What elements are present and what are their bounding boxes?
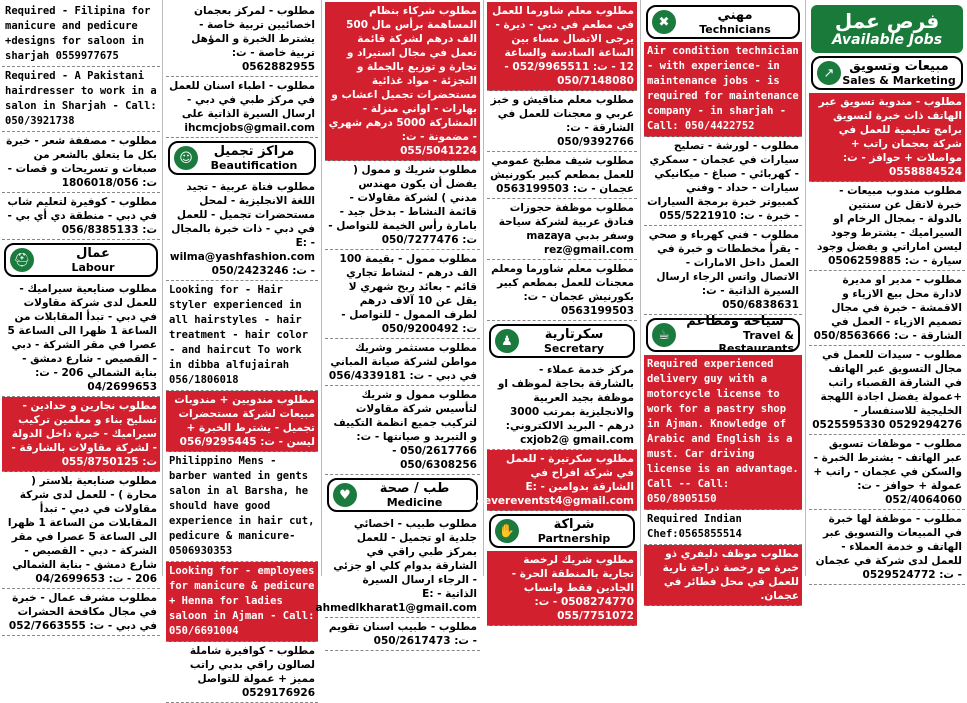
- section-title-ar: طب / صحة: [379, 480, 450, 496]
- section-title-en: Medicine: [386, 495, 443, 509]
- classified-ad: Required Indian Chef:0565855514: [644, 510, 802, 545]
- classified-ad: مطلوب - لورشة - تصليح سيارات في عجمان - سمكري - كهربائي - صباغ - ميكانيكي سيارات - حداد - وفني كمبيوتر خبرة برمجة السيارات - خبرة - ت: 055/5221910: [644, 137, 802, 226]
- classified-ad: مطلوب مستثمر وشريك مواطن لشركة صيانة المباني في دبي - ت: 056/4339181: [325, 339, 480, 386]
- classified-ad: مطلوب صنايعية سيراميك - للعمل لدى شركة مقاولات في دبي - تبدأ المقابلات من الساعة 1 ظهرا الى الساعة 5 عصرا في مقر الشركة - دبي - القصيص - شارع دمشق - بناية الشمالي 206 - ت: 04/2699653: [2, 280, 160, 397]
- classified-ad: مطلوب سكرتيرة - للعمل في شركة افراح في الشارقة بدوامين - E: 4evereventst4@gmail.com: [487, 450, 637, 511]
- section-header: [646, 5, 800, 39]
- section-title-en: Beautification: [210, 158, 298, 172]
- classified-ad: مطلوب - اطباء اسنان للعمل في مركز طبي في دبي - ارسال السيرة الذاتية على ihcmcjobs@gmail.com: [166, 77, 318, 138]
- column-3: [476, 2, 637, 622]
- classified-ad: Looking for - employees for manicure & pedicure + Henna for ladies saloon in Ajman - Call: 050/6691004: [166, 562, 318, 642]
- classified-ad: مطلوب - كوافيرة شاملة لصالون راقي بدبي راتب مميز + عمولة للتواصل 0529176926: [166, 642, 318, 703]
- section-title-ar: مراكز تجميل: [213, 143, 295, 159]
- classified-ad: مطلوب طبيب - اخصائي جلدية او تجميل - للعمل بمركز طبي راقي في الشارقة بدوام كلي او جزئي - الرجاء ارسال السيرة الذاتية - E: ahmedlkharat1@gmail.com: [325, 515, 480, 618]
- classified-ad: مطلوب شركاء بنظام المساهمة برأس مال 500 الف درهم لشركة قائمة تعمل في مجال استيراد و تجارة و توزيع بالجملة و التجزئة - مواد غذائية مستحضرات تجميل اعشاب و بهارات - اواني منزلة - المشاركة 5000 درهم شهري - مضمونة - ت: 055/5041224: [325, 2, 480, 161]
- section-title-ar: سكرتارية: [544, 326, 604, 342]
- classified-ad: مطلوب معلم شاورما للعمل في مطعم في دبي - ديرة - يرجى الاتصال مساء بين الساعة السادسة والساعة 12 - ت: 052/9965511 - 050/7148080: [487, 2, 637, 91]
- wrench-icon: ✖: [652, 10, 676, 34]
- brand-title-en: Available Jobs: [831, 32, 943, 48]
- classified-ad: مطلوب نجارين و حدادين - تسليح بناء و معلمين تركيب سيراميك - خبرة داخل الدولة - لشركة مقاولات بالشارقة - ت: 055/8750125: [2, 397, 160, 472]
- section-header: [489, 514, 635, 548]
- section-brand-banner: [811, 5, 963, 53]
- classified-ad: مطلوب مندوبين + مندوبات مبيعات لشركة مستحضرات تجميل - يشترط الخبرة + ليسن - ت: 056/9295445: [166, 391, 318, 452]
- section-header: [168, 141, 316, 175]
- face-icon: ☺: [174, 146, 198, 170]
- classified-ad: Air condition technician - with experience- in maintenance jobs - is required for maintenance company - in sharjah - Call: 050/4422752: [644, 42, 802, 137]
- column-4: [315, 2, 480, 647]
- classified-ad: مطلوب - لمركز بعجمان اخصائيين تربية خاصة - يشترط الخبرة و المؤهل تربية خاصة - ت: 0562882955: [166, 2, 318, 77]
- section-title-en: Labour: [71, 260, 115, 274]
- classified-ad: مطلوب - موظفات تسويق عبر الهاتف - يشترط الخبرة - والسكن في عجمان - راتب + عمولة + حوافز - ت: 052/4064060: [809, 435, 965, 510]
- section-title-en: Technicians: [699, 22, 771, 36]
- section-title-ar: سياحة ومطاعم: [686, 314, 784, 329]
- classified-ad: Looking for - Hair styler experienced in all hairstyles - hair treatment - hair color - and haircut To work in dibba alfujairah 056/1806018: [166, 281, 318, 391]
- classified-ad: Philippino Mens - barber wanted in gents salon in al Barsha, he should have good experience in hair cut, pedicure & manicure- 0506930353: [166, 452, 318, 562]
- classified-ad: مطلوب موظف دليفري ذو خبرة مع رخصة دراجة نارية للعمل في محل فطائر في عجمان.: [644, 545, 802, 606]
- classified-ad: مطلوب ممول و شريك لتأسيس شركة مقاولات لتركيب جميع انظمة التكييف و التبريد و صيانتها - ت: 050/2617766 - 050/6308256: [325, 386, 480, 475]
- column-1: [809, 2, 965, 581]
- classified-ad: مطلوب - مدير او مديرة لادارة محل بيع الازياء و الاقمشة - خبرة في مجال تصميم الازياء - العمل في الشارقة - ت: 050/8563666: [809, 271, 965, 346]
- helmet-icon: ⛑: [10, 248, 34, 272]
- classified-ad: مطلوب - كوفيرة لتعليم شاب في دبي - منطقة دي أي بي - ت: 056/8385133: [2, 193, 160, 240]
- classified-ad: مطلوب - طبيب اسنان تقويم - ت: 050/2617473: [325, 618, 480, 651]
- brand-title-ar: فرص عمل: [834, 9, 940, 33]
- section-header: [4, 243, 158, 277]
- cup-icon: ☕: [652, 323, 676, 347]
- section-header: [489, 324, 635, 358]
- classified-ad: Required - Filipina for manicure and pedicure +designs for saloon in sharjah 0559977675: [2, 2, 160, 67]
- section-header: [327, 478, 478, 512]
- handshake-icon: ✋: [495, 519, 519, 543]
- classified-ad: مركز خدمة عملاء - بالشارقة بحاجة لموظف او موظفة بجيد العربية والانجليزية بمرتب 3000 درهم - البريد الالكتروني: cxjob2@ gmail.com: [487, 361, 637, 450]
- classified-ad: مطلوب - موظفة لها خبرة في المبيعات والتسويق عبر الهاتف و خدمة العملاء - للعمل لدى شركة في عجمان - ت: 0529524772: [809, 510, 965, 585]
- classified-ad: مطلوب - سيدات للعمل في مجال التسويق عبر الهاتف في الشارقة القصباء راتب +عمولة يفضل اجادة اللهجة الخليجية للاستفسار - 0529294276 0525595330: [809, 346, 965, 435]
- classified-ad: مطلوب صنايعية بلاستر ( محارة ) - للعمل لدى شركة مقاولات في دبي - تبدأ المقابلات من الساعة 1 ظهرا الى الساعة 5 عصرا في مقر الشركة - دبي - القصيص - شارع دمشق - بناية الشمالي 206 - ت: 04/2699653: [2, 472, 160, 589]
- classified-ad: Required - A Pakistani hairdresser to work in a salon in Sharjah - Call: 050/3921738: [2, 67, 160, 132]
- section-title-en: Secretary: [543, 341, 605, 355]
- section-title-en: Travel & Restaurants: [718, 329, 794, 355]
- classified-ad: مطلوب معلم مناقيش و خبز عربي و معجنات للعمل في الشارقة - ت: 050/9392766: [487, 91, 637, 152]
- classified-ad: مطلوب شريك و ممول ( يفضل أن يكون مهندس مدني ) لشركة مقاولات - قائمة النشاط - بدخل جيد - بامارة رأس الخيمة للتواصل - ت: 050/7277476: [325, 161, 480, 250]
- classified-ad: مطلوب موظفة حجوزات فنادق عربية لشركة سياحة وسفر بدبي mazaya rez@gmail.com: [487, 199, 637, 260]
- person-icon: ♟: [495, 329, 519, 353]
- classified-ad: Required experienced delivery guy with a motorcycle license to work for a pastry shop in Ajman. Knowledge of Arabic and English is a must. Car driving license is an advantage. Call -- Call: 050/8905150: [644, 355, 802, 510]
- classified-ad: مطلوب شريك لرخصة تجارية بالمنطقة الحرة - الجادين فقط واتساب 0508274770 - ت: 055/7751072: [487, 551, 637, 626]
- column-2: [644, 2, 802, 602]
- column-5: [166, 2, 318, 699]
- section-title-ar: عمال: [76, 245, 110, 261]
- classified-ad: مطلوب - فني كهرباء و صحي - يقرأ مخططات و خبرة في العمل داخل الامارات - الاتصال واتس الرجاء ارسال السيرة الذاتية - ت: 050/6838631: [644, 226, 802, 315]
- section-title-en: Sales & Marketing: [842, 73, 956, 87]
- chart-icon: ↗: [817, 61, 841, 85]
- column-6: [2, 2, 160, 632]
- classified-ad: مطلوب مندوب مبيعات - خبرة لاتقل عن سنتين بالدولة - بمجال الرخام او السيراميك - يشترط وجود ليسن اماراتي و يفضل وجود سيارة - ت: 0506259885: [809, 182, 965, 271]
- classified-ad: مطلوب شيف مطبخ عمومي للعمل بمطعم كبير بكورنيش عجمان - ت: 0563199503: [487, 152, 637, 199]
- classified-ad: مطلوب ممول - بقيمة 100 الف درهم - لنشاط تجاري قائم - بعائد ربح شهري لا يقل عن 10 آلاف درهم لطرف الممول - للتواصل - ت: 050/9200492: [325, 250, 480, 339]
- classified-ad: مطلوب فتاة عربية - تجيد اللغة الانجليزية - لمحل مستحضرات تجميل - للعمل في دبي - ذات خبرة بالمجال - E: wilma@yashfashion.com - ت: 050/2423246: [166, 178, 318, 281]
- heartbeat-icon: ♥: [333, 483, 357, 507]
- section-title-ar: مبيعات وتسويق: [849, 58, 949, 74]
- classified-ad: مطلوب مشرف عمال - خبرة في مجال مكافحة الحشرات في دبي - ت: 052/7663555: [2, 589, 160, 636]
- classified-ad: مطلوب - مندوبة تسويق عبر الهاتف ذات خبرة لتسويق برامج تعليمية للعمل في شركة بعجمان راتب + مواصلات + حوافز - ت: 0558884524: [809, 93, 965, 182]
- section-header: [646, 314, 800, 355]
- section-title-ar: مهني: [717, 7, 753, 23]
- section-title-ar: شراكة: [553, 516, 595, 532]
- section-title-en: Partnership: [537, 531, 611, 545]
- classified-ad: مطلوب - مصففة شعر - خبرة بكل ما يتعلق بالشعر من صبغات و تسريحات و قصات - ت: 1806018/056: [2, 132, 160, 193]
- classified-ad: مطلوب معلم شاورما ومعلم معجنات للعمل بمطعم كبير بكورنيش عجمان - ت: 0563199503: [487, 260, 637, 321]
- section-header: [811, 56, 963, 90]
